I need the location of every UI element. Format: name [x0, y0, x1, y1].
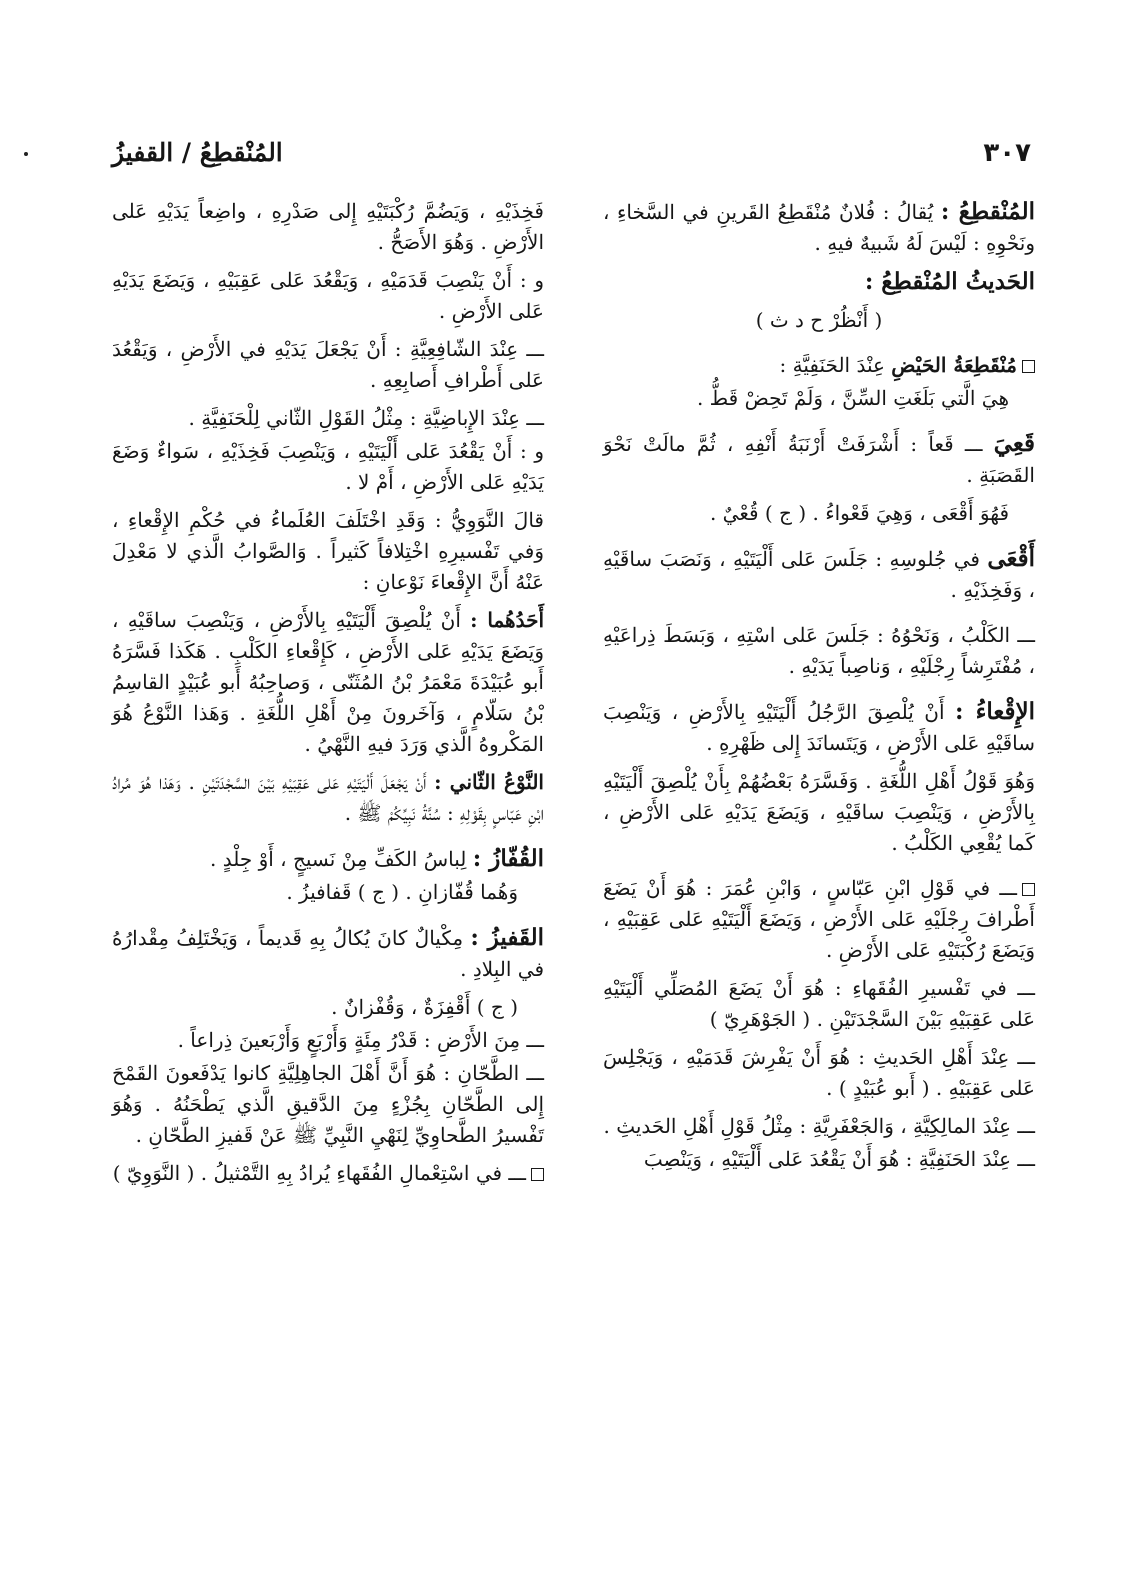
subheading: النَّوْعُ الثّاني :: [434, 770, 544, 794]
entry-iqaa: [603, 696, 1035, 759]
continuation-paragraph: فَخِذَيْهِ ، وَيَضُمَّ رُكْبَتَيْهِ إِلى صَدْرِهِ ، واضِعاً يَدَيْهِ عَلى الأَرْضِ . وَهُوَ الأَصَحُّ .: [112, 199, 544, 254]
quotation-paragraph: قالَ النَّوَوِيُّ : وَقَدِ اخْتَلَفَ العُلَماءُ في حُكْمِ الإِقْعاءِ ، وَفي تَفْسيرِهِ اخْتِلافاً كَثيراً . وَالصَّوابُ الَّذي لا مَعْدِلَ عَنْهُ أَنَّ الإِقْعاءَ نَوْعانِ :: [112, 508, 544, 594]
sub-entry: ـــ عِنْدَ المالِكِيَّةِ ، وَالجَعْفَرِيَّةِ : مِثْلُ قَوْلِ أَهْلِ الحَديثِ .: [603, 1114, 1035, 1138]
margin-speck: [24, 152, 28, 156]
entry-aqaa: [603, 543, 1035, 606]
square-icon: [1022, 360, 1035, 373]
sub-entry: ـــ مِنَ الأَرْضِ : قَدْرُ مِئَةٍ وَأَرْبَعٍ وَأَرْبَعينَ ذِراعاً .: [177, 1028, 544, 1052]
headword: الإِقْعاءُ :: [954, 698, 1036, 725]
square-icon: [1022, 883, 1035, 896]
definition: في جُلوسِهِ : جَلَسَ عَلى أَلْيَتَيْهِ ، وَنَصَبَ ساقَيْهِ ، وَفَخِذَيْهِ .: [603, 547, 1035, 602]
definition: أَنْ يُلْصِقَ الرَّجُلُ أَلْيَتَيْهِ بِالأَرْضِ ، وَيَنْصِبَ ساقَيْهِ عَلى الأَرْضِ ، وَيَتَسانَدَ إِلى ظَهْرِهِ .: [603, 700, 1035, 755]
headword: القَفيزُ :: [470, 924, 545, 951]
headword: مُنْقَطِعَةُ الحَيْضِ: [891, 353, 1017, 377]
sub-entry: ـــ في قَوْلِ ابْنِ عَبّاسٍ ، وَابْنِ عُمَرَ : هُوَ أَنْ يَضَعَ أَطْرافَ رِجْلَيْهِ عَلى الأَرْضِ ، وَيَضَعَ أَلْيَتَيْهِ عَلى عَقِبَيْهِ ، وَيَضَعَ رُكْبَتَيْهِ عَلى الأَرْضِ .: [603, 876, 1035, 962]
definition-paragraph: وَهُوَ قَوْلُ أَهْلِ اللُّغَةِ . وَفَسَّرَهُ بَعْضُهُمْ بِأَنْ يُلْصِقَ أَلْيَتَيْهِ بِالأَرْضِ ، وَيَنْصِبَ ساقَيْهِ ، وَيَضَعَ يَدَيْهِ عَلى الأَرْضِ ، كَما يُقْعِي الكَلْبُ .: [603, 769, 1035, 855]
definition-line: فَهُوَ أَقْعَى ، وَهِيَ قَعْواءُ . ( ج ) قُعْيٌ .: [709, 501, 1009, 525]
subheading: أَحَدُهُما :: [470, 608, 544, 632]
sub-entry: ـــ الطَّحّانِ : هُوَ أَنَّ أَهْلَ الجاهِلِيَّةِ كانوا يَدْفَعونَ القَمْحَ إِلى الطَّحّانِ بِجُزْءٍ مِنَ الدَّقيقِ الَّذي يَطْحَنُهُ . وَهُوَ تَفْسيرُ الطَّحاوِيِّ لِنَهْيِ النَّبِيِّ ﷺ عَنْ قَفيزِ الطَّحّانِ .: [112, 1061, 544, 1147]
entry-hadith-munqati: [603, 266, 1035, 298]
sub-entry: ـــ في تَفْسيرِ الفُقَهاءِ : هُوَ أَنْ يَضَعَ المُصَلِّي أَلْيَتَيْهِ عَلى عَقِبَيْهِ بَيْنَ السَّجْدَتَيْنِ . ( الجَوْهَرِيّ ): [603, 976, 1035, 1031]
definition: يُقالُ : فُلانٌ مُنْقَطِعُ القَرينِ في السَّخاءِ ، ونَحْوِهِ : لَيْسَ لَهُ شَبيهٌ فيهِ .: [603, 200, 1035, 255]
entry-qaiya: [603, 428, 1035, 491]
square-icon: [531, 1168, 544, 1181]
second-type: النَّوْعُ الثّاني : أَنْ يَجْعَلَ أَلْيَتَيْهِ عَلى عَقِبَيْهِ بَيْنَ السَّجْدَتَيْنِ . وَهَذا هُوَ مُرادُ ابْنِ عَبّاسٍ بِقَوْلِهِ : سُنَّةُ نَبِيِّكُمْ ﷺ .: [112, 770, 544, 825]
sub-entry: ـــ في اسْتِعْمالِ الفُقَهاءِ يُرادُ بِهِ التَّمْثيلُ . ( النَّوَوِيّ ): [112, 1158, 544, 1189]
definition-line: هِيَ الَّتي بَلَغَتِ السِّنَّ ، وَلَمْ تَحِضْ قَطُّ .: [696, 386, 1009, 410]
left-column: [112, 196, 544, 1196]
running-head: المُنْقطِعُ / القفيزُ: [112, 138, 283, 167]
first-type: أَحَدُهُما : أَنْ يُلْصِقَ أَلْيَتَيْهِ بِالأَرْضِ ، وَيَنْصِبَ ساقَيْهِ ، وَيَضَعَ يَدَيْهِ عَلى الأَرْضِ ، كَإِقْعاءِ الكَلْبِ . هَكَذا فَسَّرَهُ أَبو عُبَيْدَةَ مَعْمَرُ بْنُ المُثَنّى ، وَصاحِبُهُ أَبو عُبَيْدٍ القاسِمُ بْنُ سَلّامٍ ، وَآخَرونَ مِنْ أَهْلِ اللُّغَةِ . وَهَذا النَّوْعُ هُوَ المَكْروهُ الَّذي وَرَدَ فيهِ النَّهْيُ .: [112, 608, 544, 756]
entry-qafiz: [112, 922, 544, 985]
headword: قَعِيَ: [993, 430, 1035, 457]
entry-munqati: [603, 196, 1035, 259]
definition: مِكْيالٌ كانَ يُكالُ بِهِ قَديماً ، وَيَخْتَلِفُ مِقْدارُهُ في البِلادِ .: [112, 926, 544, 981]
page-header: [112, 138, 1031, 180]
definition: عِنْدَ الحَنَفِيَّةِ :: [779, 353, 885, 377]
sub-entry: ـــ عِنْدَ الإِباضِيَّةِ : مِثْلُ القَوْلِ الثّاني لِلْحَنَفِيَّةِ .: [188, 406, 544, 430]
entry-munqatiat-alhayd: [603, 350, 1035, 381]
headword: القُفّازُ :: [472, 845, 544, 872]
entry-quffaz: [112, 843, 544, 875]
sub-entry: و : أَنْ يَقْعُدَ عَلى أَلْيَتَيْهِ ، وَيَنْصِبَ فَخِذَيْهِ ، سَواءٌ وَضَعَ يَدَيْهِ عَلى الأَرْضِ ، أَمْ لا .: [112, 439, 544, 494]
sub-entry: ـــ الكَلْبُ ، وَنَحْوُهُ : جَلَسَ عَلى اسْتِهِ ، وَبَسَطَ ذِراعَيْهِ ، مُفْتَرِشاً رِجْلَيْهِ ، وَناصِباً يَدَيْهِ .: [603, 623, 1035, 678]
sub-entry: ـــ عِنْدَ أَهْلِ الحَديثِ : هُوَ أَنْ يَفْرِشَ قَدَمَيْهِ ، وَيَجْلِسَ عَلى عَقِبَيْهِ . ( أَبو عُبَيْدٍ ) .: [603, 1045, 1035, 1100]
page-number: ٣٠٧: [983, 138, 1031, 168]
headword: المُنْقطِعُ :: [940, 198, 1035, 225]
headword: أَقْعَى: [987, 545, 1035, 572]
plural-line: وَهُما قُفّازانِ . ( ج ) قَفافيزُ .: [286, 880, 518, 904]
plural-line: ( ج ) أَقْفِزَةٌ ، وَقُفْزانٌ .: [331, 995, 518, 1019]
definition: ـــ قَعاً : أَشْرَفَتْ أَرْنَبَةُ أَنْفِهِ ، ثُمَّ مالَتْ نَحْوَ القَصَبَةِ .: [603, 432, 1035, 487]
sub-entry: ـــ عِنْدَ الشّافِعِيَّةِ : أَنْ يَجْعَلَ يَدَيْهِ في الأَرْضِ ، وَيَقْعُدَ عَلى أَطْرافِ أَصابِعِهِ .: [112, 337, 544, 392]
cross-reference: ( أَنْظُرْ ح د ث ): [755, 308, 883, 332]
sub-entry: و : أَنْ يَنْصِبَ قَدَمَيْهِ ، وَيَقْعُدَ عَلى عَقِبَيْهِ ، وَيَضَعَ يَدَيْهِ عَلى الأَرْضِ .: [112, 268, 544, 323]
headword: الحَديثُ المُنْقطِعُ :: [864, 268, 1035, 295]
definition: لِباسُ الكَفِّ مِنْ نَسيجٍ ، أَوْ جِلْدٍ .: [210, 847, 467, 871]
sub-entry: ـــ عِنْدَ الحَنَفِيَّةِ : هُوَ أَنْ يَقْعُدَ عَلى أَلْيَتَيْهِ ، وَيَنْصِبَ: [643, 1147, 1035, 1171]
right-column: [603, 196, 1035, 1182]
